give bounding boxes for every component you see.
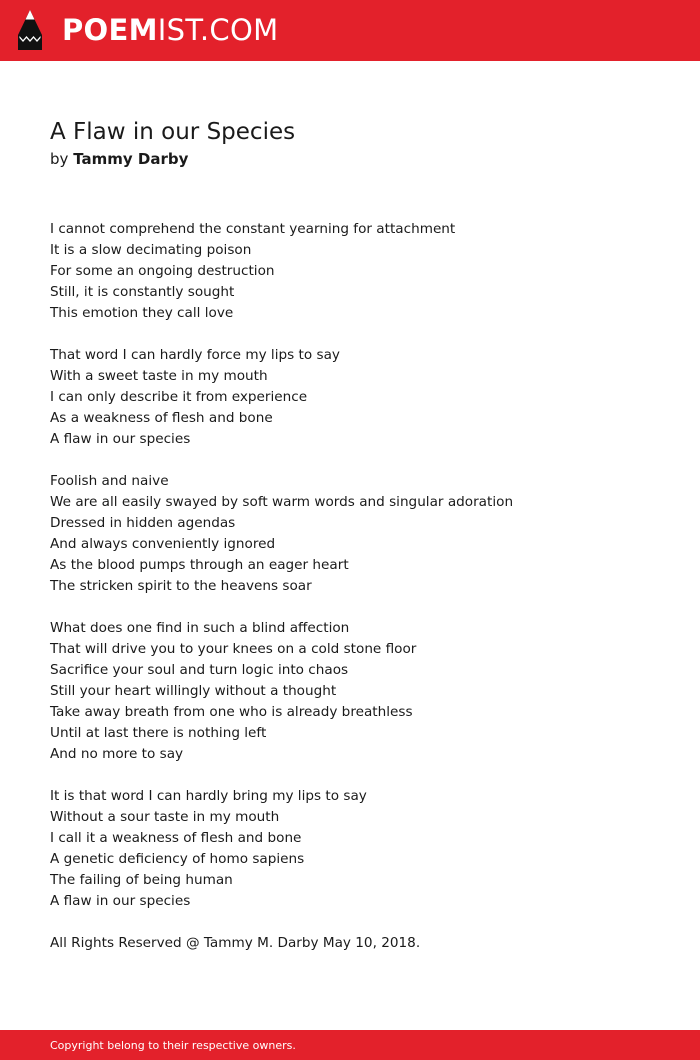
author-name: Tammy Darby	[73, 150, 189, 168]
logo-text-bold: POEM	[62, 13, 158, 47]
poem-line: Dressed in hidden agendas	[50, 515, 236, 531]
poem-line: Foolish and naive	[50, 473, 169, 489]
poem-line: We are all easily swayed by soft warm words and singular adoration	[50, 494, 514, 510]
site-logo[interactable]	[62, 13, 278, 47]
stanza	[50, 786, 670, 912]
stanza	[50, 219, 670, 324]
poem-line: Take away breath from one who is already breathless	[50, 704, 413, 720]
poem-line: I can only describe it from experience	[50, 389, 308, 405]
poem-line: It is a slow decimating poison	[50, 242, 252, 258]
poem-line: This emotion they call love	[50, 305, 234, 321]
poem-line: Still your heart willingly without a thought	[50, 683, 337, 699]
stanza	[50, 345, 670, 450]
poem-body	[50, 219, 670, 975]
poem-line: That word I can hardly force my lips to say	[50, 347, 340, 363]
rights-reserved-line: All Rights Reserved @ Tammy M. Darby May 10, 2018.	[50, 935, 421, 951]
byline	[50, 149, 188, 169]
poem-line: As a weakness of flesh and bone	[50, 410, 273, 426]
pencil-logo-icon[interactable]	[17, 9, 43, 51]
poem-line: For some an ongoing destruction	[50, 263, 275, 279]
poem-line: Without a sour taste in my mouth	[50, 809, 280, 825]
poem-line: As the blood pumps through an eager heart	[50, 557, 349, 573]
site-footer	[0, 1030, 700, 1060]
poem-line: Still, it is constantly sought	[50, 284, 235, 300]
poem-line: A flaw in our species	[50, 431, 191, 447]
poem-line: And no more to say	[50, 746, 184, 762]
poem-line: Sacrifice your soul and turn logic into chaos	[50, 662, 349, 678]
poem-line: A genetic deficiency of homo sapiens	[50, 851, 305, 867]
poem-line: The stricken spirit to the heavens soar	[50, 578, 312, 594]
poem-line: And always conveniently ignored	[50, 536, 276, 552]
poem-line: It is that word I can hardly bring my lips to say	[50, 788, 367, 804]
poem-line: I cannot comprehend the constant yearning for attachment	[50, 221, 456, 237]
site-header	[0, 0, 700, 61]
stanza	[50, 471, 670, 597]
logo-text-light: IST.COM	[157, 13, 279, 47]
poem-line: What does one find in such a blind affection	[50, 620, 350, 636]
copyright-note	[50, 933, 670, 954]
stanza	[50, 618, 670, 765]
footer-copyright: Copyright belong to their respective owners.	[50, 1039, 296, 1052]
poem-line: That will drive you to your knees on a cold stone floor	[50, 641, 417, 657]
poem-title: A Flaw in our Species	[50, 119, 296, 145]
poem-line: A flaw in our species	[50, 893, 191, 909]
poem-line: Until at last there is nothing left	[50, 725, 267, 741]
poem-line: The failing of being human	[50, 872, 233, 888]
poem-line: With a sweet taste in my mouth	[50, 368, 268, 384]
by-prefix: by	[50, 150, 69, 168]
poem-line: I call it a weakness of flesh and bone	[50, 830, 302, 846]
